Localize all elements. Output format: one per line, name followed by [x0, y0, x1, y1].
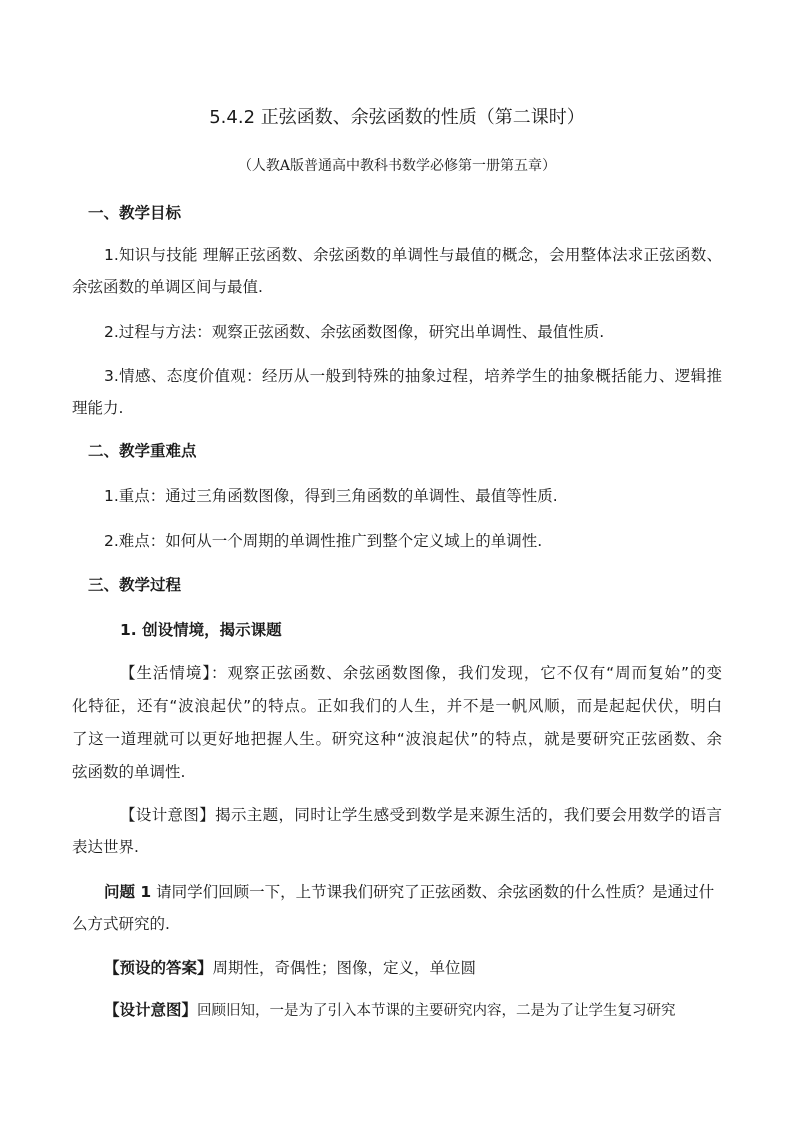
page-subtitle: （人教A版普通高中教科书数学必修第一册第五章）: [237, 158, 557, 174]
design-intent-2-text: 回顾旧知，一是为了引入本节课的主要研究内容，二是为了让学生复习研究: [197, 1003, 676, 1019]
design-intent-1-line-1: 【设计意图】揭示主题，同时让学生感受到数学是来源生活的，我们要会用数学的语言: [120, 806, 722, 824]
life-scenario-line-2: 化特征，还有“波浪起伏”的特点。正如我们的人生，并不是一帆风顺，而是起起伏伏，明白: [72, 697, 722, 715]
subsection-heading-1: 1. 创设情境，揭示课题: [120, 621, 282, 639]
objective-3-line-1: 3.情感、态度价值观：经历从一般到特殊的抽象过程，培养学生的抽象概括能力、逻辑推: [104, 367, 722, 385]
design-intent-2-label: 【设计意图】: [104, 1001, 198, 1019]
objective-1-line-2: 余弦函数的单调区间与最值.: [72, 278, 263, 296]
design-intent-2: [104, 1000, 722, 1021]
section-heading-key-points: 二、教学重难点: [88, 442, 197, 460]
question-1-line-2: 么方式研究的.: [72, 915, 170, 933]
difficult-point: 2.难点：如何从一个周期的单调性推广到整个定义域上的单调性.: [104, 532, 543, 550]
preset-answer-label: 【预设的答案】: [104, 959, 213, 977]
section-heading-process: 三、教学过程: [88, 576, 182, 594]
life-scenario-line-1: 【生活情境】：观察正弦函数、余弦函数图像，我们发现，它不仅有“周而复始”的变: [120, 664, 722, 682]
key-point: 1.重点：通过三角函数图像，得到三角函数的单调性、最值等性质.: [104, 487, 558, 505]
life-scenario-line-3: 了这一道理就可以更好地把握人生。研究这种“波浪起伏”的特点，就是要研究正弦函数、余: [72, 730, 722, 748]
question-1-line-1: [104, 882, 722, 902]
question-1-label: 问题 1: [104, 883, 152, 901]
objective-3-line-2: 理能力.: [72, 399, 124, 417]
objective-1-line-1: 1.知识与技能 理解正弦函数、余弦函数的单调性与最值的概念，会用整体法求正弦函数、: [104, 246, 722, 264]
preset-answer-text: 周期性，奇偶性；图像，定义，单位圆: [212, 959, 477, 977]
life-scenario-line-4: 弦函数的单调性.: [72, 763, 186, 781]
preset-answer: [104, 958, 476, 978]
objective-2: 2.过程与方法：观察正弦函数、余弦函数图像，研究出单调性、最值性质.: [104, 323, 605, 341]
question-1-text: 请同学们回顾一下，上节课我们研究了正弦函数、余弦函数的什么性质？是通过什: [151, 883, 715, 901]
section-heading-objectives: 一、教学目标: [88, 204, 182, 222]
page-title: 5.4.2 正弦函数、余弦函数的性质（第二课时）: [209, 107, 585, 128]
design-intent-1-line-2: 表达世界.: [72, 838, 139, 856]
